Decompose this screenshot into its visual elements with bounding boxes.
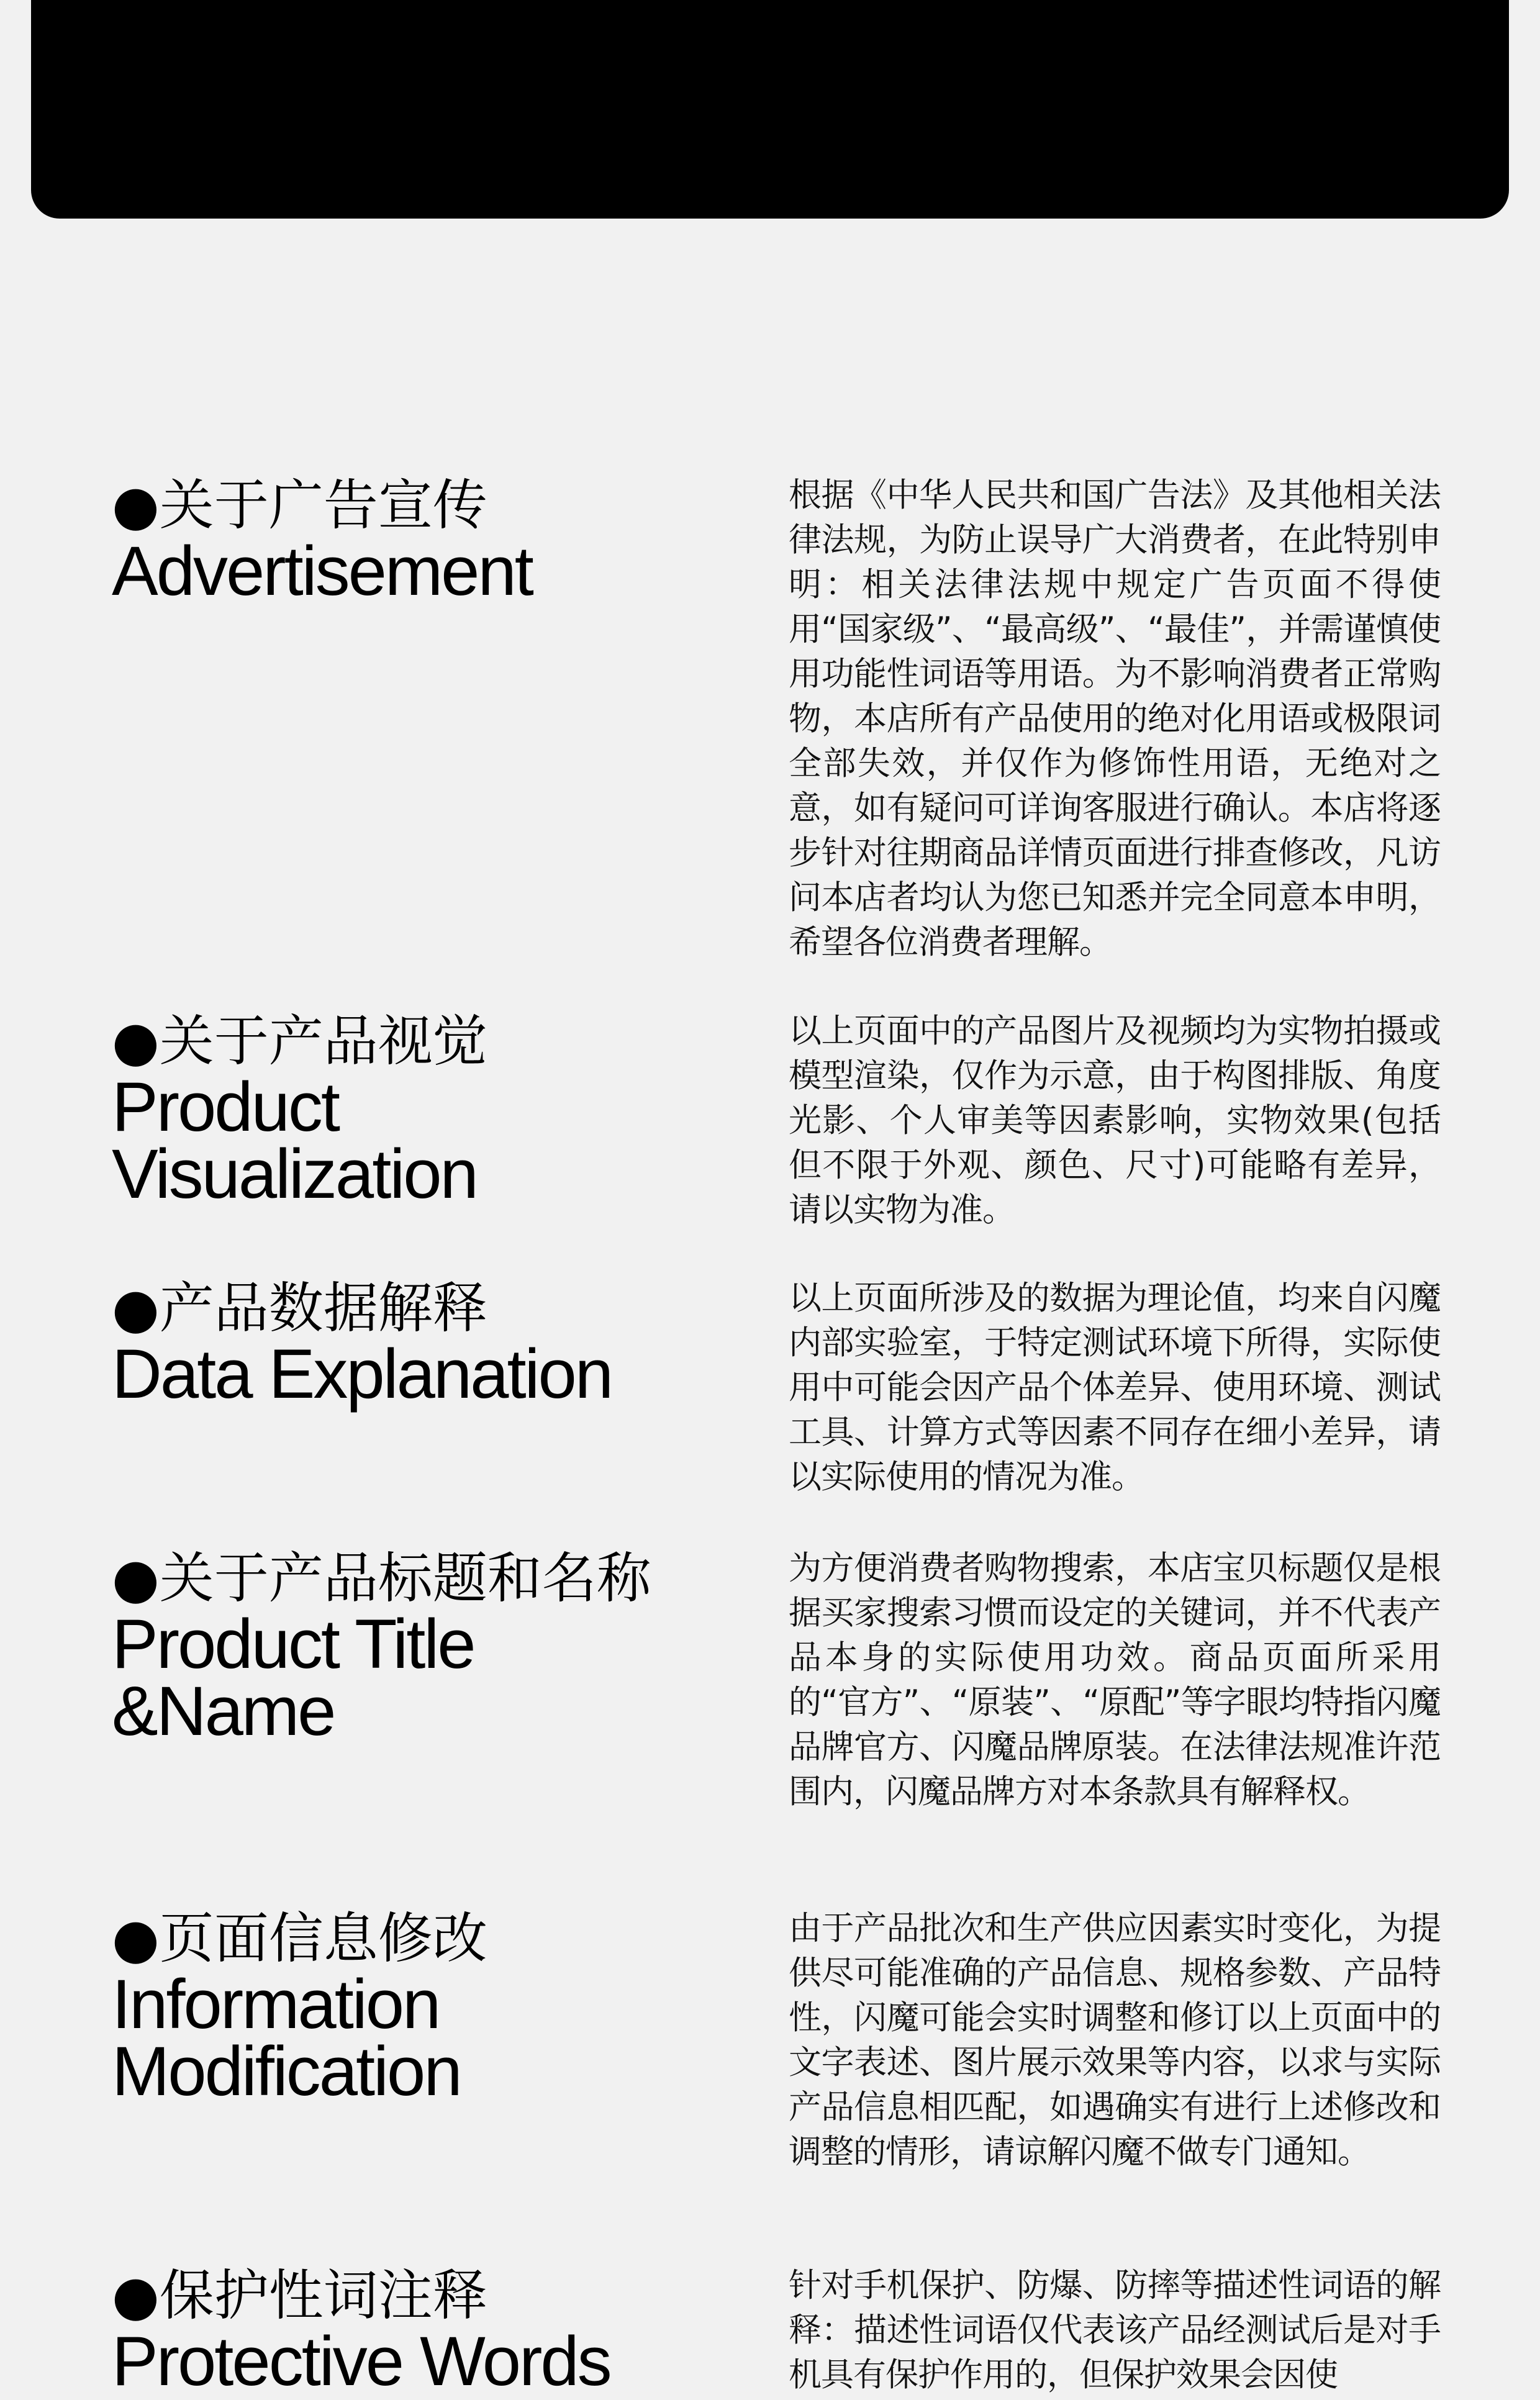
section-title: [112, 1546, 733, 1750]
section-title-en: Advertisement: [112, 532, 532, 610]
section-body: 针对手机保护、防爆、防摔等描述性词语的解释：描述性词语仅代表该产品经测试后是对手机具有保护作用的，但保护效果会因使: [789, 2266, 1441, 2394]
section-title-en: Protective Words: [112, 2322, 610, 2400]
section-title-cn: ●产品数据解释: [112, 1276, 487, 1340]
section-body: 由于产品批次和生产供应因素实时变化，为提供尽可能准确的产品信息、规格参数、产品特性，闪魔可能会实时调整和修订以上页面中的文字表述、图片展示效果等内容，以求与实际产品信息相匹配，如遇确实有进行上述修改和调整的情形，请谅解闪魔不做专门通知。: [789, 1909, 1441, 2171]
section-title-en: Product Visualization: [112, 1068, 477, 1213]
section-title: [112, 473, 733, 610]
section-body: 根据《中华人民共和国广告法》及其他相关法律法规，为防止误导广大消费者，在此特别申明：相关法律法规中规定广告页面不得使用“国家级”、“最高级”、“最佳”，并需谨慎使用功能性词语等用语。为不影响消费者正常购物，本店所有产品使用的绝对化用语或极限词全部失效，并仅作为修饰性用语，无绝对之意，如有疑问可详询客服进行确认。本店将逐步针对往期商品详情页面进行排查修改，凡访问本店者均认为您已知悉并完全同意本申明，希望各位消费者理解。: [789, 476, 1441, 961]
section-body: 为方便消费者购物搜索，本店宝贝标题仅是根据买家搜索习惯而设定的关键词，并不代表产品本身的实际使用功效。商品页面所采用的“官方”、“原装”、“原配”等字眼均特指闪魔品牌官方、闪魔品牌原装。在法律法规准许范围内，闪魔品牌方对本条款具有解释权。: [789, 1549, 1441, 1811]
section-title: [112, 1276, 733, 1413]
section-title-cn: ●保护性词注释: [112, 2263, 487, 2327]
section-title-en: Information Modification: [112, 1965, 461, 2110]
section-title-en: Product Title &Name: [112, 1605, 474, 1750]
section-body: 以上页面所涉及的数据为理论值，均来自闪魔内部实验室，于特定测试环境下所得，实际使用中可能会因产品个体差异、使用环境、测试工具、计算方式等因素不同存在细小差异，请以实际使用的情况为准。: [789, 1279, 1441, 1496]
section-body: 以上页面中的产品图片及视频均为实物拍摄或模型渲染，仅作为示意，由于构图排版、角度光影、个人审美等因素影响，实物效果(包括但不限于外观、颜色、尺寸)可能略有差异，请以实物为准。: [789, 1012, 1441, 1229]
section-title-cn: ●关于广告宣传: [112, 473, 487, 537]
section-title: [112, 1009, 733, 1213]
section-title-cn: ●关于产品视觉: [112, 1009, 487, 1073]
section-title: [112, 1906, 733, 2110]
section-title: [112, 2263, 733, 2400]
section-title-cn: ●关于产品标题和名称: [112, 1546, 651, 1610]
section-title-cn: ●页面信息修改: [112, 1906, 487, 1970]
top-banner: [31, 0, 1509, 219]
section-title-en: Data Explanation: [112, 1335, 612, 1413]
